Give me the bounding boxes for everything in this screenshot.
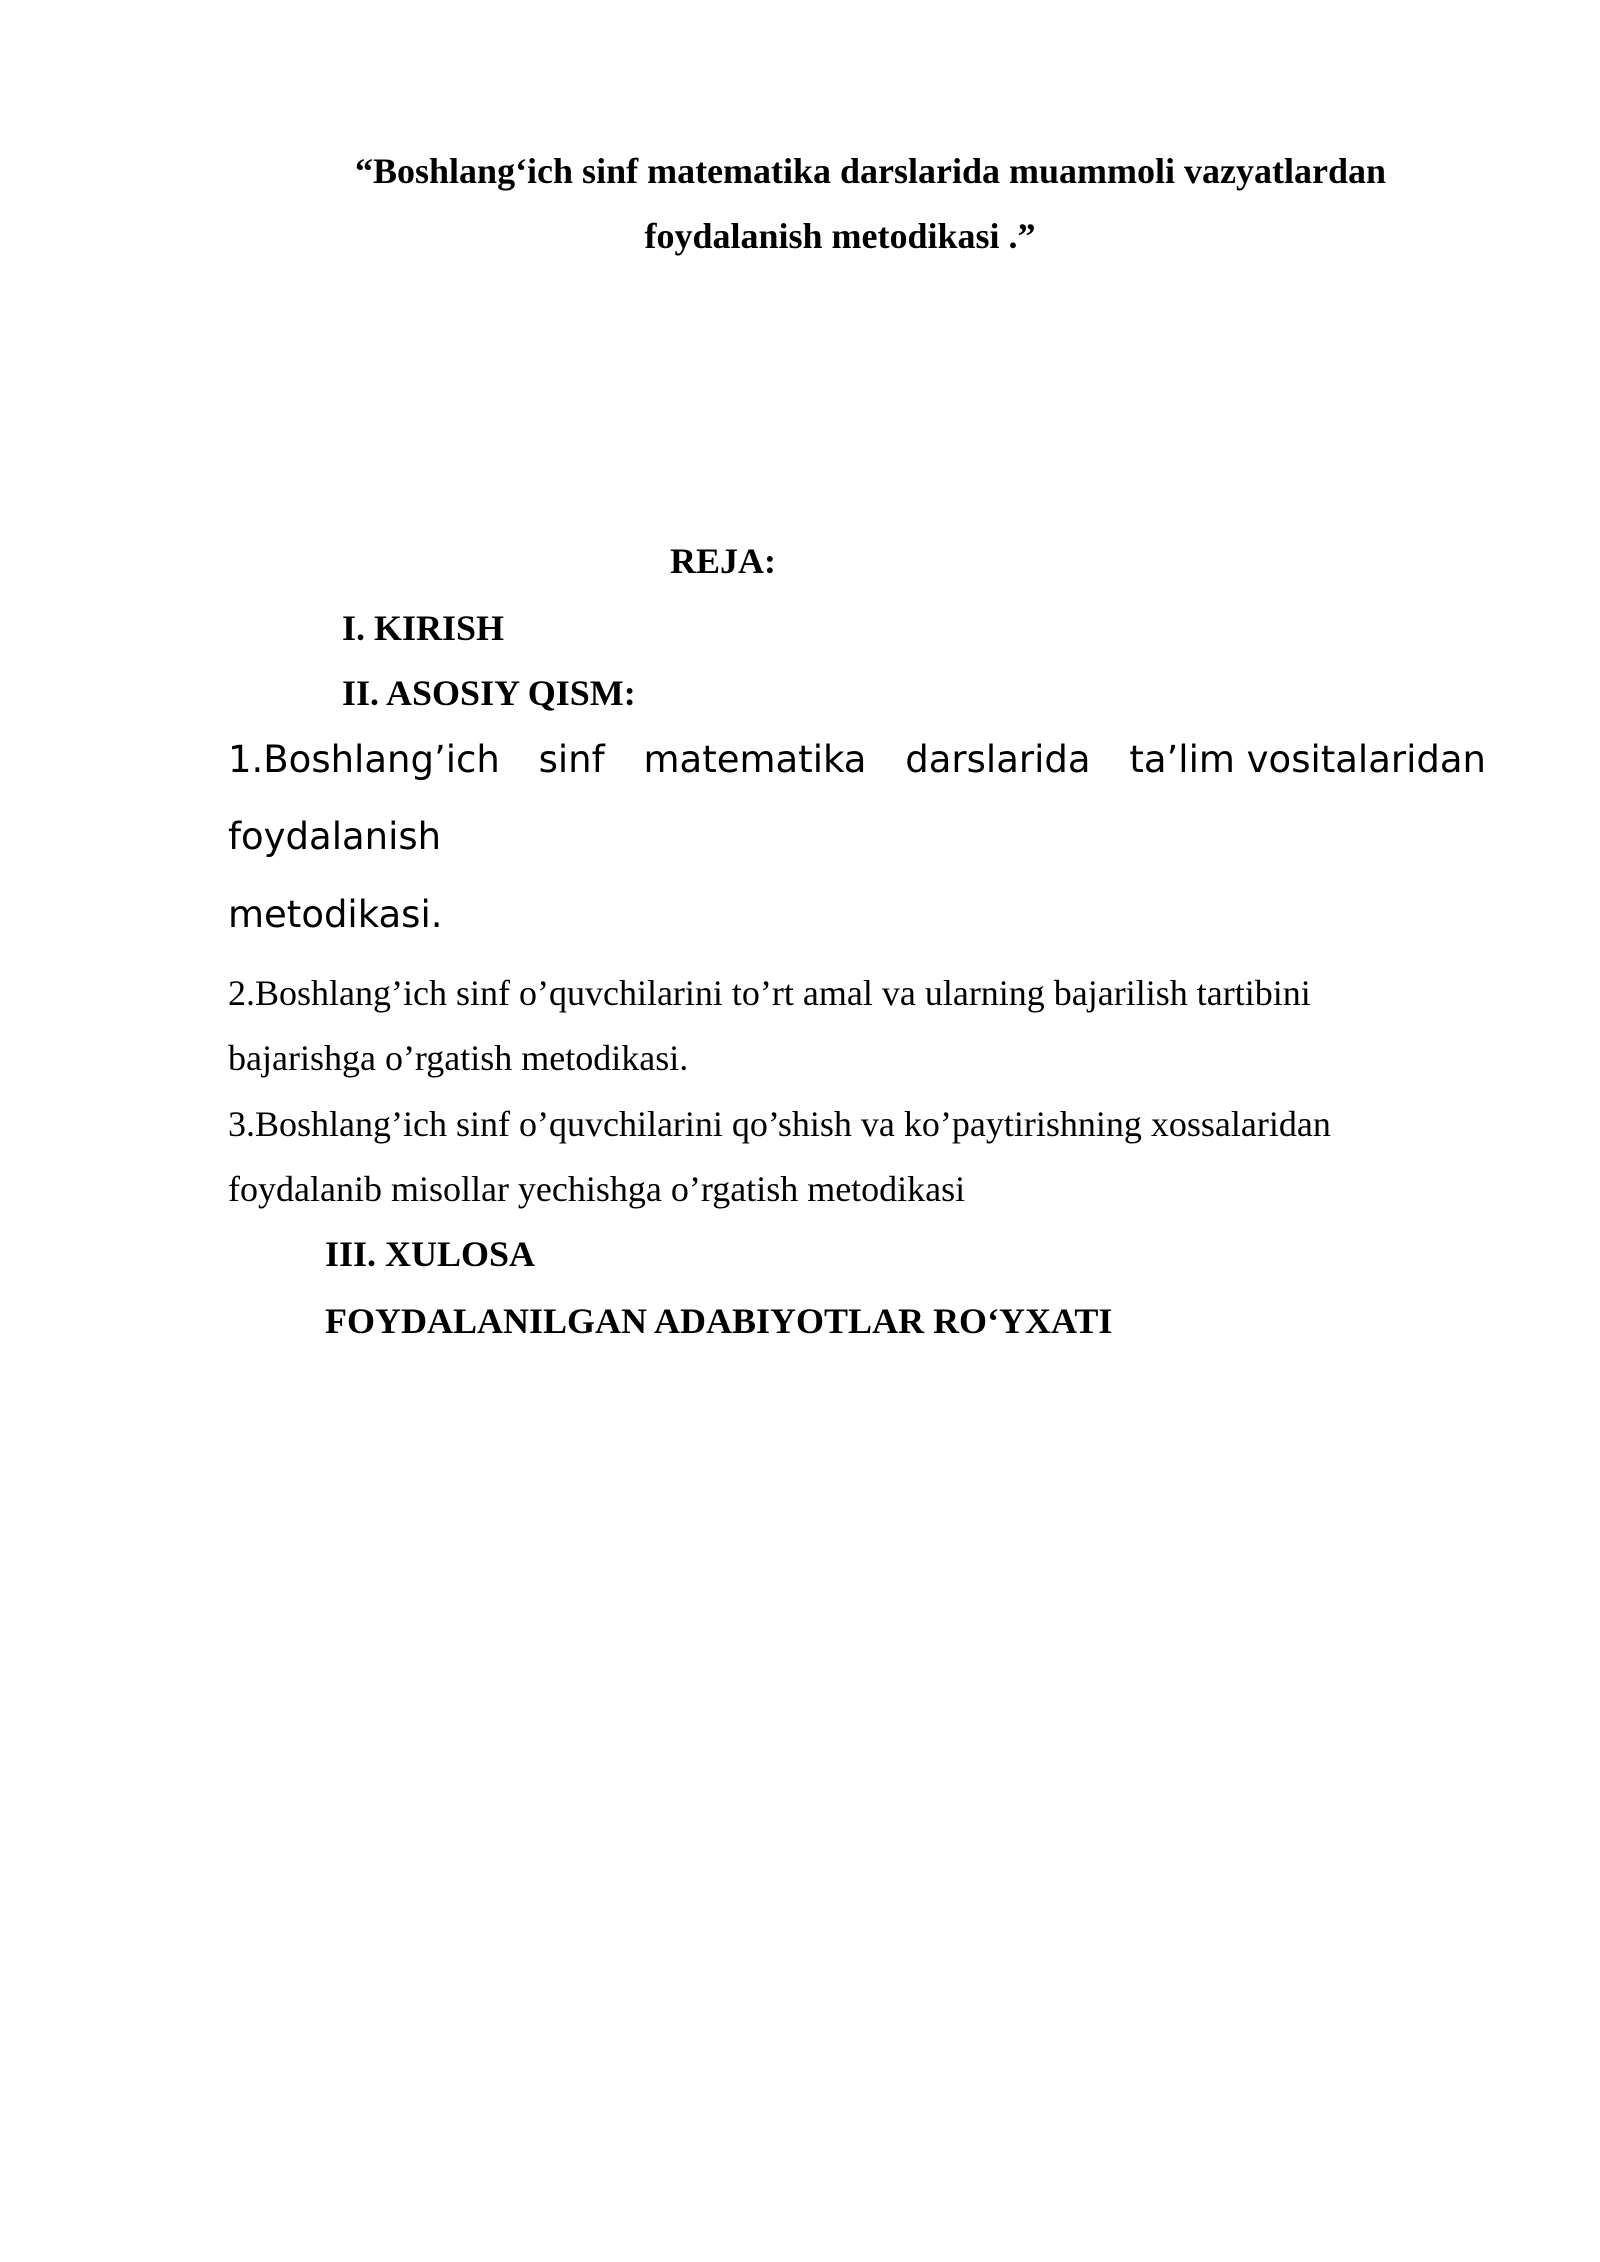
- title-line-2: foydalanish metodikasi .”: [644, 216, 1036, 256]
- plan-item-2-line-2: bajarishga o’rgatish metodikasi.: [228, 1038, 689, 1078]
- plan-item-2-line-1: 2.Boshlang’ich sinf o’quvchilarini to’rt amal va ularning bajarilish tartibini: [228, 973, 1311, 1013]
- plan-item-1-word: darslarida: [905, 738, 1091, 781]
- plan-item-1-line-3: metodikasi.: [228, 893, 443, 936]
- plan-item-1-word: 1.Boshlang’ich: [228, 738, 500, 781]
- section-conclusion: III. XULOSA: [325, 1234, 536, 1274]
- plan-item-1-word: matematika: [643, 738, 867, 781]
- section-main-part: II. ASOSIY QISM:: [342, 673, 636, 713]
- plan-heading: REJA:: [670, 541, 776, 581]
- plan-item-3-line-2: foydalanib misollar yechishga o’rgatish metodikasi: [228, 1169, 966, 1209]
- plan-item-3-line-1: 3.Boshlang’ich sinf o’quvchilarini qo’shish va ko’paytirishning xossalaridan: [228, 1104, 1331, 1144]
- section-references: FOYDALANILGAN ADABIYOTLAR RO‘YXATI: [325, 1301, 1113, 1341]
- plan-item-1-line-1: [228, 738, 1486, 781]
- plan-item-1-word: ta’lim vositalaridan: [1129, 738, 1486, 781]
- title-line-1: “Boshlang‘ich sinf matematika darslarida muammoli vazyatlardan: [355, 151, 1387, 191]
- section-introduction: I. KIRISH: [342, 608, 505, 648]
- plan-item-1-line-2: foydalanish: [228, 815, 442, 858]
- plan-item-1-word: sinf: [538, 738, 605, 781]
